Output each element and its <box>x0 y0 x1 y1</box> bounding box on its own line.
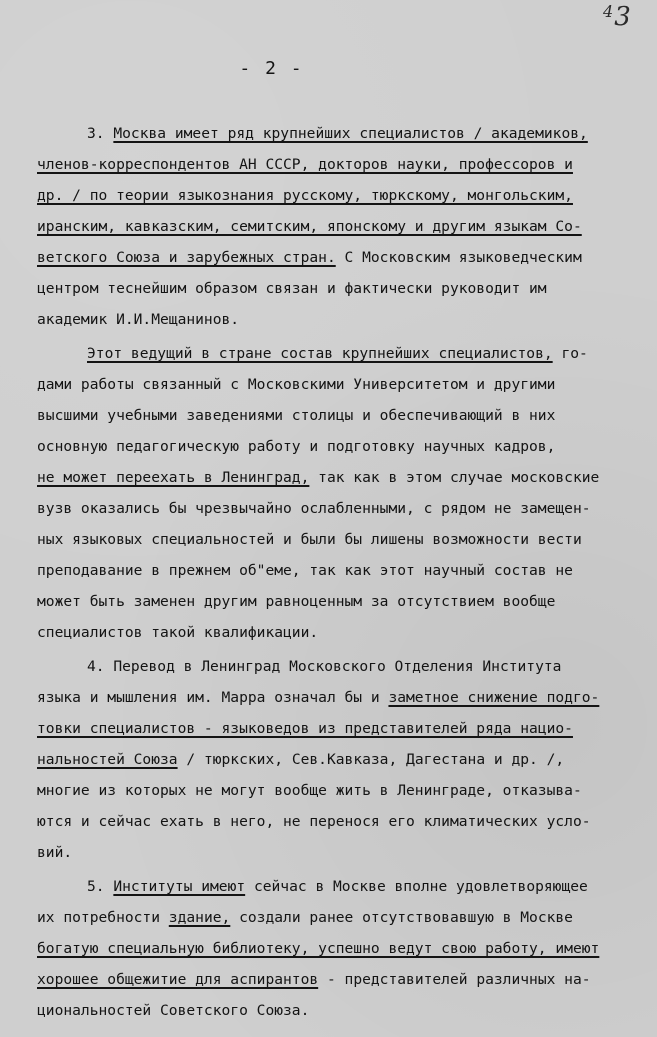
plain-text: так как в этом случае московские <box>309 469 600 486</box>
text-line: центром теснейшим образом связан и фактически руководит им <box>37 280 547 297</box>
underlined-text: не может переехать в Ленинград, <box>37 469 310 486</box>
document-body <box>37 118 645 1026</box>
underlined-text: Институты имеют <box>113 878 246 895</box>
text-line <box>37 180 645 211</box>
text-line: ных языковых специальностей и были бы лишены возможности вести <box>37 531 582 548</box>
underlined-text: заметное снижение подго- <box>388 689 600 706</box>
text-line: преподавание в прежнем об"еме, так как этот научный состав не <box>37 562 573 579</box>
text-line <box>37 933 645 964</box>
underlined-text: здание, <box>168 909 231 926</box>
plain-text: С Московским языковедческим <box>335 249 582 266</box>
plain-text: языка и мышления им. Марра означал бы и <box>37 689 389 706</box>
text-line: ются и сейчас ехать в него, не перенося его климатических усло- <box>37 813 591 830</box>
text-line: циональностей Советского Союза. <box>37 1002 310 1019</box>
handwritten-mark-small: 4 <box>603 2 614 21</box>
plain-text: / тюркских, Сев.Кавказа, Дагестана и др. /, <box>177 751 565 768</box>
text-line: академик И.И.Мещанинов. <box>37 311 240 328</box>
underlined-text: др. / по теории языкознания русскому, тюркскому, монгольским, <box>37 187 573 204</box>
text-line: 4. Перевод в Ленинград Московского Отделения Института <box>87 658 562 675</box>
text-line <box>37 682 645 713</box>
text-line: может быть заменен другим равноценным за отсутствием вообще <box>37 593 556 610</box>
handwritten-mark-large: 3 <box>614 2 631 32</box>
underlined-text: Этот ведущий в стране состав крупнейших специалистов, <box>87 345 553 362</box>
text-line: многие из которых не могут вообще жить в Ленинграде, отказыва- <box>37 782 582 799</box>
underlined-text: членов-корреспондентов АН СССР, докторов науки, профессоров и <box>37 156 573 173</box>
plain-text: - представителей различных на- <box>318 971 591 988</box>
item-number: 3. <box>87 125 114 142</box>
underlined-text: хорошее общежитие для аспирантов <box>37 971 319 988</box>
text-line <box>37 149 645 180</box>
underlined-text: ветского Союза и зарубежных стран. <box>37 249 336 266</box>
text-line <box>37 964 645 995</box>
underlined-text: богатую специальную библиотеку, успешно ведут свою работу, имеют <box>37 940 600 957</box>
handwritten-page-mark <box>603 4 631 30</box>
plain-text: го- <box>552 345 588 362</box>
text-line <box>37 211 645 242</box>
text-line <box>37 338 645 369</box>
text-line: вузв оказались бы чрезвычайно ослабленными, с рядом не замещен- <box>37 500 591 517</box>
text-line: дами работы связанный с Московскими Университетом и другими <box>37 376 556 393</box>
text-line: высшими учебными заведениями столицы и обеспечивающий в них <box>37 407 556 424</box>
text-line <box>37 713 645 744</box>
plain-text: их потребности <box>37 909 169 926</box>
plain-text: создали ранее отсутствовавшую в Москве <box>230 909 573 926</box>
text-line: вий. <box>37 844 73 861</box>
text-line <box>37 242 645 273</box>
text-line: специалистов такой квалификации. <box>37 624 319 641</box>
underlined-text: Москва имеет ряд крупнейших специалистов / академиков, <box>113 125 588 142</box>
text-line <box>37 871 645 902</box>
item-number: 5. <box>87 878 114 895</box>
text-line <box>37 902 645 933</box>
text-line <box>37 744 645 775</box>
underlined-text: товки специалистов - языковедов из представителей ряда нацио- <box>37 720 573 737</box>
plain-text: сейчас в Москве вполне удовлетворяющее <box>245 878 588 895</box>
text-line <box>37 462 645 493</box>
text-line <box>37 118 645 149</box>
page-number: - 2 - <box>239 58 304 79</box>
underlined-text: нальностей Союза <box>37 751 178 768</box>
text-line: основную педагогическую работу и подготовку научных кадров, <box>37 438 556 455</box>
underlined-text: иранским, кавказским, семитским, японскому и другим языкам Со- <box>37 218 582 235</box>
